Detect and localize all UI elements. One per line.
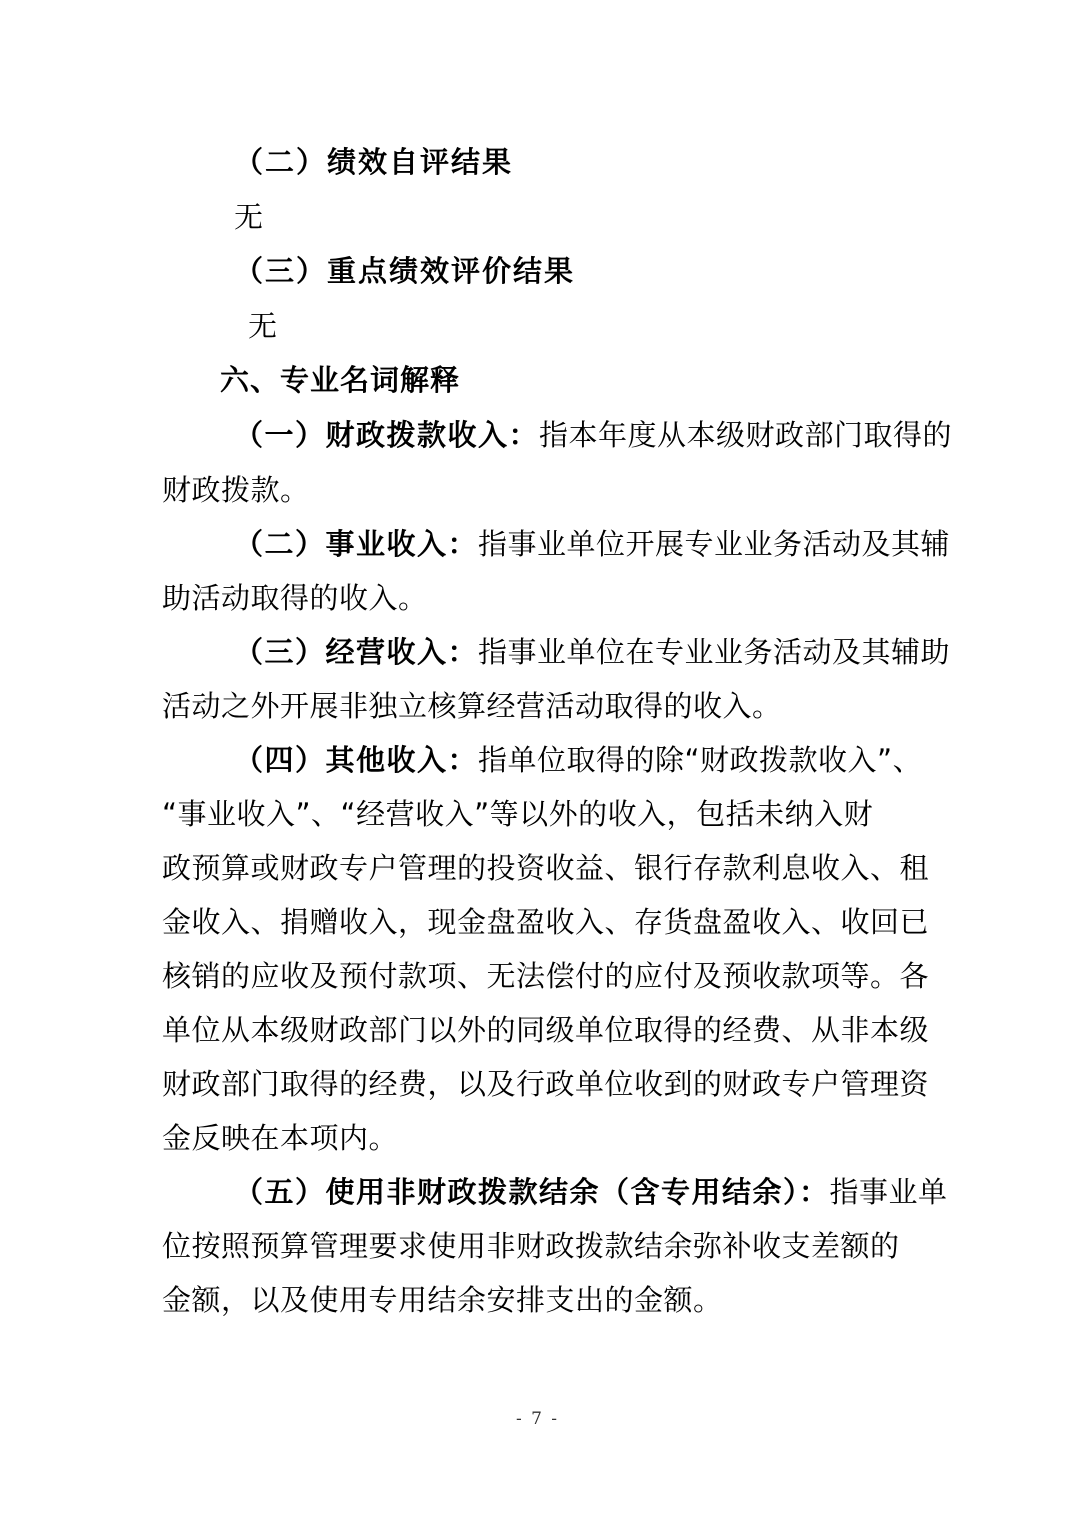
section-heading-performance-self-evaluation: （二）绩效自评结果: [234, 145, 514, 179]
term-paragraph-line: 单位从本级财政部门以外的同级单位取得的经费、从非本级: [162, 1013, 930, 1047]
chapter-heading-glossary: 六、专业名词解释: [220, 363, 461, 397]
term-paragraph-line: 财政部门取得的经费，以及行政单位收到的财政专户管理资: [162, 1067, 930, 1101]
section-heading-key-performance-evaluation: （三）重点绩效评价结果: [234, 254, 576, 288]
term-paragraph-line: 核销的应收及预付款项、无法偿付的应付及预收款项等。各: [162, 959, 930, 993]
page-number: - 7 -: [515, 1409, 560, 1429]
term-title: （二）事业收入：: [234, 527, 479, 561]
term-paragraph-line: 金额，以及使用专用结余安排支出的金额。: [162, 1283, 723, 1317]
term-definition: 指事业单: [829, 1175, 948, 1209]
term-definition: 指事业单位开展专业业务活动及其辅: [478, 527, 951, 561]
term-paragraph-line: [234, 415, 953, 455]
term-paragraph-line: “事业收入”、“经营收入”等以外的收入，包括未纳入财: [162, 797, 874, 831]
term-title: （三）经营收入：: [234, 635, 479, 669]
term-paragraph-line: 活动之外开展非独立核算经营活动取得的收入。: [162, 689, 782, 723]
term-paragraph-line: 位按照预算管理要求使用非财政拨款结余弥补收支差额的: [162, 1229, 900, 1263]
term-definition: 指单位取得的除“财政拨款收入”、: [478, 743, 923, 777]
term-title: （五）使用非财政拨款结余（含专用结余）：: [234, 1175, 830, 1209]
term-paragraph-line: [234, 632, 951, 672]
term-title: （一）财政拨款收入：: [234, 418, 540, 452]
term-paragraph-line: 金收入、捐赠收入，现金盘盈收入、存货盘盈收入、收回已: [162, 905, 930, 939]
term-paragraph-line: [234, 740, 923, 780]
term-paragraph-line: 财政拨款。: [162, 473, 310, 507]
term-paragraph-line: [234, 1172, 948, 1212]
term-paragraph-line: [234, 524, 951, 564]
term-paragraph-line: 政预算或财政专户管理的投资收益、银行存款利息收入、租: [162, 851, 930, 885]
term-title: （四）其他收入：: [234, 743, 479, 777]
section-content: 无: [248, 309, 278, 343]
term-definition: 指本年度从本级财政部门取得的: [539, 418, 953, 452]
term-paragraph-line: 金反映在本项内。: [162, 1121, 399, 1155]
section-content: 无: [234, 200, 264, 234]
term-paragraph-line: 助活动取得的收入。: [162, 581, 428, 615]
term-definition: 指事业单位在专业业务活动及其辅助: [478, 635, 951, 669]
